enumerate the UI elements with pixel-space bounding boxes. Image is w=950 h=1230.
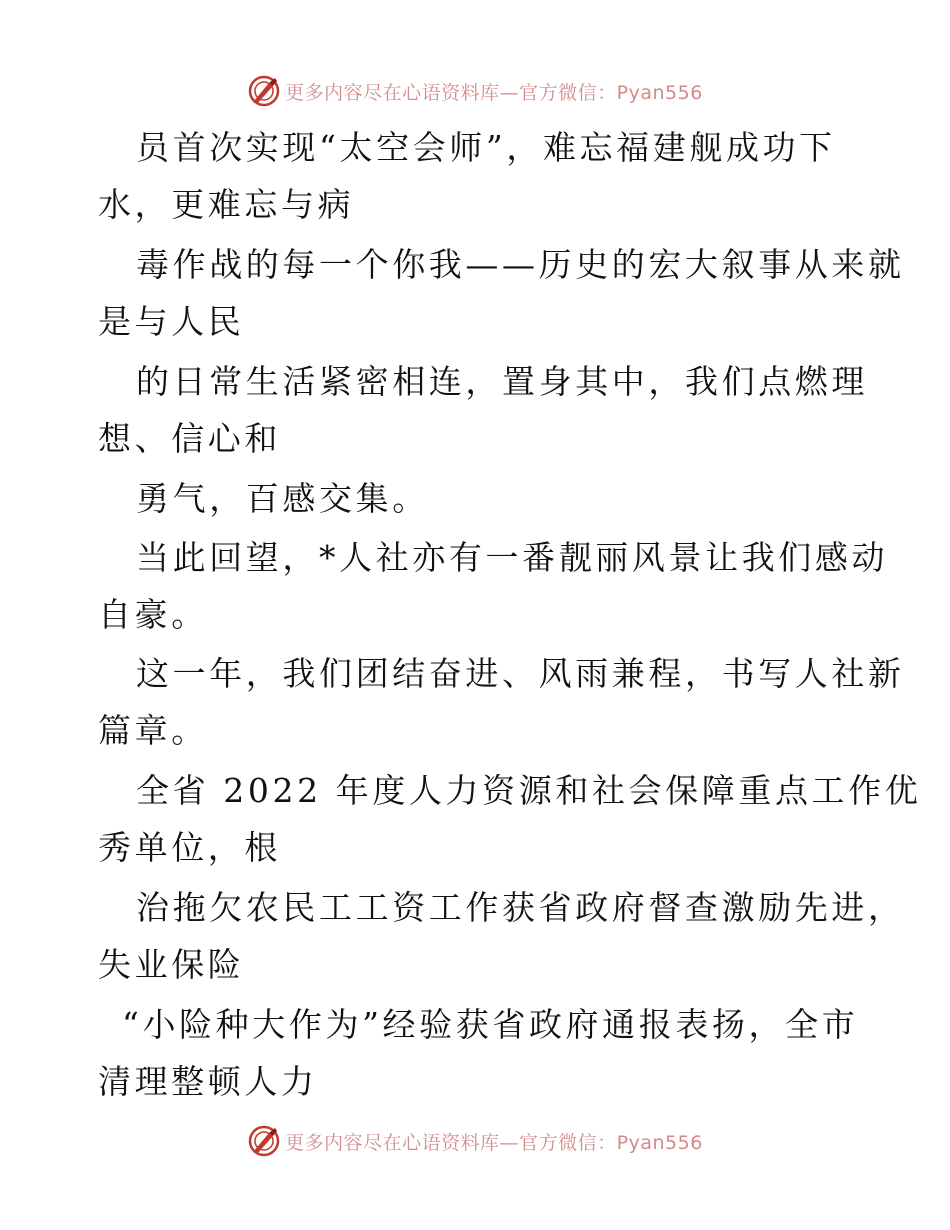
text-line: 是与人民	[98, 302, 245, 341]
text-line: 员首次实现“太空会师”，难忘福建舰成功下	[136, 128, 836, 167]
text-line: 治拖欠农民工工资工作获省政府督查激励先进，	[136, 888, 905, 927]
text-line: 清理整顿人力	[98, 1062, 318, 1101]
pen-logo-icon	[247, 1124, 281, 1158]
text-line: 这一年，我们团结奋进、风雨兼程，书写人社新	[136, 654, 905, 693]
text-line: 篇章。	[98, 711, 208, 750]
text-line: 自豪。	[98, 595, 208, 634]
footer-banner-label: 更多内容尽在心语资料库—官方微信：Pyan556	[285, 1131, 703, 1154]
text-line: 当此回望，*人社亦有一番靓丽风景让我们感动	[136, 538, 889, 577]
text-line: 想、信心和	[98, 419, 281, 458]
footer-banner	[0, 1121, 950, 1161]
header-banner	[0, 71, 950, 111]
text-line: “小险种大作为”经验获省政府通报表扬，全市	[122, 1005, 859, 1044]
pen-logo-icon	[247, 74, 281, 108]
footer-wechat-id: Pyan556	[616, 1131, 703, 1154]
text-line: 勇气，百感交集。	[136, 479, 429, 518]
text-line: 毒作战的每一个你我——历史的宏大叙事从来就	[136, 245, 905, 284]
text-line: 全省 2022 年度人力资源和社会保障重点工作优	[136, 771, 922, 810]
header-wechat-id: Pyan556	[616, 81, 703, 104]
text-line: 失业保险	[98, 945, 245, 984]
text-line: 水，更难忘与病	[98, 185, 355, 224]
text-line: 的日常生活紧密相连，置身其中，我们点燃理	[136, 362, 868, 401]
header-banner-label: 更多内容尽在心语资料库—官方微信：Pyan556	[285, 81, 703, 104]
text-line: 秀单位，根	[98, 828, 281, 867]
